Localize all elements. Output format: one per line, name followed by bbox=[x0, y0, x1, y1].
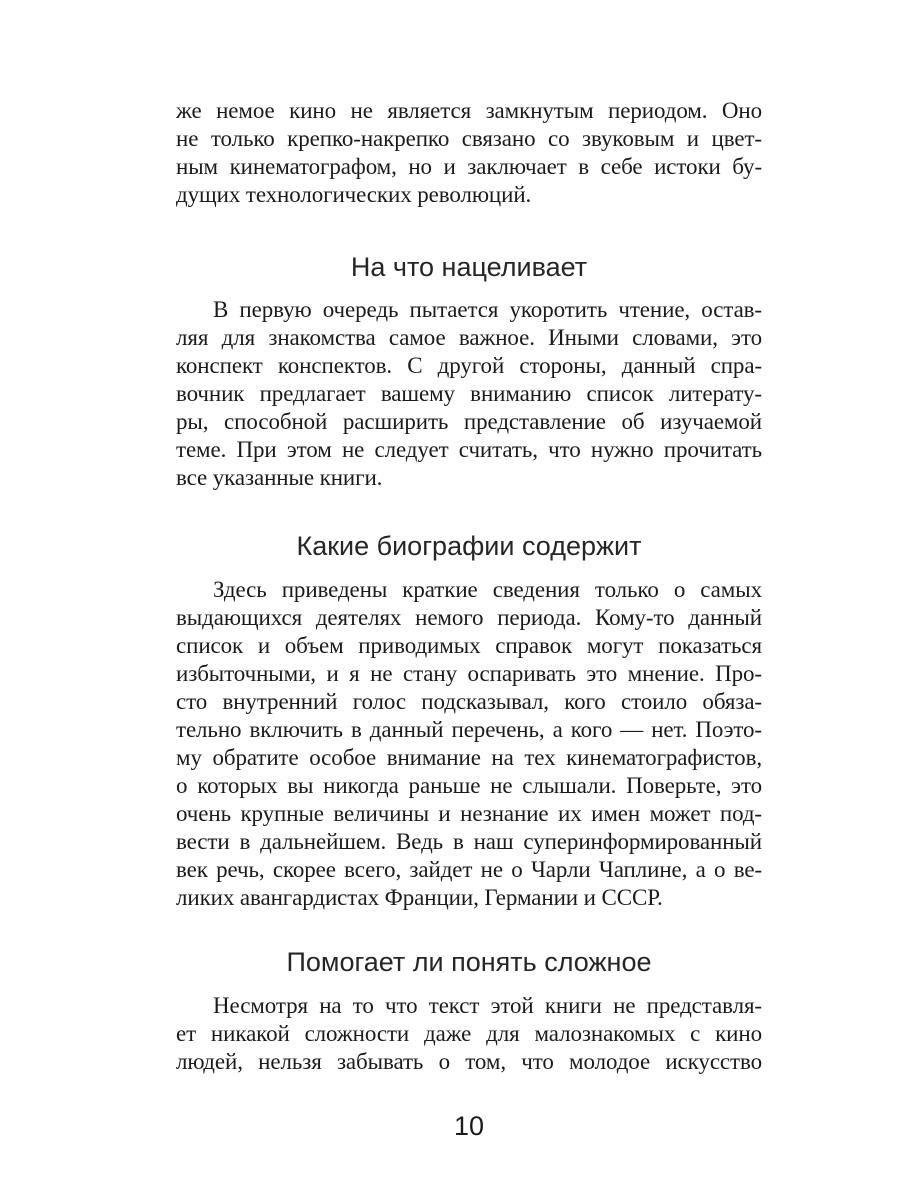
text-line: о которых вы никогда раньше не слышали. Поверьте, это bbox=[176, 773, 762, 798]
text-line: век речь, скорее всего, зайдет не о Чарли Чаплине, а о ве- bbox=[176, 857, 762, 882]
section-heading-biographies: Какие биографии содержит bbox=[296, 531, 642, 561]
text-line: ным кинематографом, но и заключает в себе истоки бу- bbox=[176, 154, 762, 179]
section-paragraph-biographies bbox=[176, 576, 762, 912]
text-line: список и объем приводимых справок могут показаться bbox=[176, 633, 762, 658]
text-line: людей, нельзя забывать о том, что молодое искусство bbox=[176, 1049, 762, 1074]
paragraph-intro-continuation bbox=[176, 97, 762, 209]
text-line: избыточными, и я не стану оспаривать это мнение. Про- bbox=[176, 661, 762, 686]
text-line: не только крепко-накрепко связано со звуковым и цвет- bbox=[176, 126, 762, 151]
text-line: тельно включить в данный перечень, а кого — нет. Поэто- bbox=[176, 717, 762, 742]
text-line: В первую очередь пытается укоротить чтение, остав- bbox=[213, 297, 762, 322]
text-line: теме. При этом не следует считать, что нужно прочитать bbox=[176, 437, 762, 462]
page-number: 10 bbox=[453, 1111, 485, 1141]
text-line: очень крупные величины и незнание их имен может под- bbox=[176, 801, 762, 826]
section-paragraph-targets bbox=[176, 296, 762, 492]
text-line: вести в дальнейшем. Ведь в наш суперинформированный bbox=[176, 829, 762, 854]
text-line: ры, способной расширить представление об изучаемой bbox=[176, 409, 762, 434]
page-footer bbox=[176, 1112, 762, 1140]
text-line: му обратите особое внимание на тех кинематографистов, bbox=[176, 745, 762, 770]
text-line: конспект конспектов. С другой стороны, данный спра- bbox=[176, 353, 762, 378]
text-line: же немое кино не является замкнутым периодом. Оно bbox=[176, 98, 762, 123]
text-line: ет никакой сложности даже для малознакомых с кино bbox=[176, 1021, 762, 1046]
text-line: Здесь приведены краткие сведения только о самых bbox=[213, 577, 762, 602]
page-text-block bbox=[176, 97, 762, 1076]
text-line: дущих технологических революций. bbox=[176, 182, 532, 207]
text-line: ляя для знакомства самое важное. Иными словами, это bbox=[176, 325, 762, 350]
text-line: Несмотря на то что текст этой книги не представля- bbox=[213, 993, 762, 1018]
section-heading-targets: На что нацеливает bbox=[350, 252, 588, 282]
text-line: вочник предлагает вашему вниманию список литерату- bbox=[176, 381, 762, 406]
text-line: все указанные книги. bbox=[176, 465, 383, 490]
text-line: сто внутренний голос подсказывал, кого стоило обяза- bbox=[176, 689, 762, 714]
text-line: выдающихся деятелях немого периода. Кому-то данный bbox=[176, 605, 762, 630]
section-heading-complexity: Помогает ли понять сложное bbox=[286, 947, 652, 977]
section-paragraph-complexity bbox=[176, 992, 762, 1076]
text-line: ликих авангардистах Франции, Германии и СССР. bbox=[176, 885, 663, 910]
